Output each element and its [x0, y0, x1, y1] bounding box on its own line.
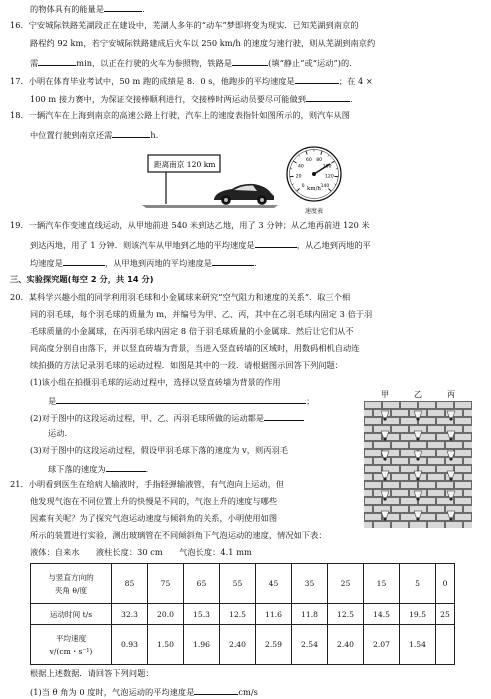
- brick: [383, 482, 399, 488]
- brick: [419, 498, 435, 504]
- brick: [364, 522, 372, 528]
- brick: [392, 442, 408, 448]
- brick: [392, 458, 408, 464]
- shuttlecock-cork: [383, 457, 386, 460]
- table-cell: 25: [328, 564, 364, 604]
- text: .: [254, 258, 257, 268]
- text: 是: [48, 396, 57, 406]
- car-icon: [214, 184, 274, 205]
- q20-sub3-line1: (3)对于图中的这段运动过程，假设甲羽毛球下落的速度为 v，则丙羽毛: [30, 445, 288, 455]
- brick: [392, 474, 408, 480]
- brick: [464, 458, 472, 464]
- data-table: [30, 563, 455, 665]
- brick: [365, 418, 381, 424]
- table-header-time: 运动时间 t/s: [31, 604, 112, 625]
- table-cell: 2.40: [328, 625, 364, 665]
- brick: [383, 402, 399, 408]
- brick: [464, 522, 472, 528]
- brick: [446, 522, 462, 528]
- text: .: [145, 464, 149, 474]
- q16-line2: 路程约 92 km，若宁安城际铁路建成后火车以 250 km/h 的速度匀速行驶，则从芜湖到南京约: [30, 38, 376, 48]
- brick: [428, 458, 444, 464]
- q17-line1: [10, 74, 373, 87]
- needle-hub: [312, 172, 316, 176]
- table-cell: 19.5: [400, 604, 436, 625]
- table-cell: 14.5: [364, 604, 400, 625]
- brick: [410, 522, 426, 528]
- shuttlecock-cork: [449, 437, 452, 440]
- brick: [428, 490, 444, 496]
- brick: [419, 418, 435, 424]
- brick: [464, 410, 472, 416]
- table-header-angle: [31, 564, 112, 604]
- q20-sub3-line2: [48, 462, 148, 475]
- brick: [364, 474, 372, 480]
- brick: [365, 482, 381, 488]
- brick: [374, 458, 390, 464]
- shuttlecock-cork: [449, 517, 452, 520]
- q20-line3: 毛球质量的小金属球，在丙羽毛球内固定 8 倍于羽毛球质量的小金属球．然后让它们从不: [30, 326, 354, 336]
- speedometer-tick-label: 20: [295, 174, 302, 180]
- text: v/(cm・s⁻¹): [49, 646, 93, 656]
- text: ；在 4 ×: [338, 76, 373, 86]
- table-cell: 25: [436, 604, 455, 625]
- text: 17．小明在体育毕业考试中，50 m 跑的成绩是 8．0 s，他跑步的平均速度是: [10, 76, 295, 86]
- q20-line4: 同高度分别自由落下，并以竖直砖墙为背景，当进入竖直砖墙的区域时，用数码相机自动连: [30, 343, 360, 353]
- answer-blank[interactable]: [104, 2, 142, 12]
- answer-blank[interactable]: [255, 238, 297, 248]
- q20-sub1-line1: (1)该小组在拍摄羽毛球的运动过程中，选择以竖直砖墙为背景的作用: [30, 377, 281, 387]
- table-cell: 35: [292, 564, 328, 604]
- brick: [455, 434, 471, 440]
- answer-blank[interactable]: [306, 92, 350, 102]
- road-sign-car-figure: [140, 150, 280, 210]
- table-row-angle: [31, 564, 455, 604]
- answer-blank[interactable]: [194, 685, 238, 695]
- brick: [364, 458, 372, 464]
- brick: [455, 450, 471, 456]
- brick: [464, 490, 472, 496]
- table-cell: 2.40: [220, 625, 256, 665]
- text: 夹角 θ/度: [54, 585, 88, 595]
- brick: [374, 522, 390, 528]
- brick: [364, 442, 372, 448]
- brick: [365, 402, 381, 408]
- table-cell: 2.59: [256, 625, 292, 665]
- speedometer-tick-label: 140: [320, 183, 330, 189]
- q21-line3: 因素有关呢？为了探究气泡运动速度与倾斜角的关系，小明使用如图: [30, 513, 278, 523]
- brick: [401, 514, 417, 520]
- table-cell: 11.6: [256, 604, 292, 625]
- table-cell: 1.96: [184, 625, 220, 665]
- brick: [464, 442, 472, 448]
- table-row-time: [31, 604, 455, 625]
- table-cell: 65: [184, 564, 220, 604]
- brick: [464, 474, 472, 480]
- text: 中位置行驶到南京还需: [30, 130, 113, 140]
- brick: [401, 418, 417, 424]
- table-cell: 0.93: [112, 625, 148, 665]
- brick: [428, 522, 444, 528]
- shuttlecock-cork: [383, 437, 386, 440]
- brick: [419, 402, 435, 408]
- q20-line1: 20．某科学兴趣小组的同学利用羽毛球和小金属球来研究“空气阻力和速度的关系”．取三个相: [10, 292, 351, 302]
- brick: [365, 434, 381, 440]
- q19-line3: [30, 256, 257, 269]
- table-cell: 2.54: [292, 625, 328, 665]
- text: ，从乙地到丙地的平: [296, 240, 371, 250]
- brick: [364, 506, 372, 512]
- table-cell: 12.5: [220, 604, 256, 625]
- q20-line5: 续拍摄的方法记录羽毛球的运动过程．如图是其中的一段．请根据图示回答下列问题：: [30, 360, 344, 370]
- text: .: [142, 4, 145, 14]
- answer-blank[interactable]: [212, 256, 254, 266]
- shuttlecock-cork: [416, 457, 419, 460]
- brick: [392, 522, 408, 528]
- shuttlecock-cork: [383, 477, 386, 480]
- q21-line1: 21．小明看到医生在给病人输液时，手指轻弹输液管，有气泡向上运动，但: [10, 479, 285, 489]
- shuttlecock-cork: [449, 497, 452, 500]
- text: ；: [306, 396, 315, 406]
- answer-blank[interactable]: [295, 74, 339, 84]
- text: .: [350, 94, 353, 104]
- answer-blank[interactable]: [38, 56, 76, 66]
- table-cell: 1.50: [148, 625, 184, 665]
- text: 均速度是: [30, 258, 63, 268]
- table-cell: 85: [112, 564, 148, 604]
- shuttlecock-cork: [416, 477, 419, 480]
- shuttlecock-cork: [416, 417, 419, 420]
- speedometer-unit: km/h: [307, 186, 321, 192]
- brick: [365, 514, 381, 520]
- brick: [401, 434, 417, 440]
- shuttlecock-cork: [383, 497, 386, 500]
- table-cell: 1.54: [400, 625, 436, 665]
- label-jia: 甲: [381, 390, 389, 399]
- text: (1)当 θ 角为 0 度时，气泡运动的平均速度是: [30, 687, 195, 697]
- table-cell: 5: [400, 564, 436, 604]
- brick: [455, 514, 471, 520]
- table-header-speed: [31, 625, 112, 665]
- brick: [392, 426, 408, 432]
- table-cell: 2.07: [364, 625, 400, 665]
- answer-blank[interactable]: [63, 256, 105, 266]
- text: 平均速度: [55, 633, 87, 643]
- q20-sub1-line2: [48, 394, 315, 407]
- brick: [446, 458, 462, 464]
- brick: [464, 506, 472, 512]
- q16-line3: [30, 56, 357, 69]
- brick: [455, 402, 471, 408]
- speedometer-tick-label: 60: [305, 158, 312, 164]
- table-cell: 11.8: [292, 604, 328, 625]
- table-cell: 32.3: [112, 604, 148, 625]
- brick: [364, 410, 372, 416]
- brick: [365, 466, 381, 472]
- text: cm/s: [238, 687, 258, 697]
- text: 100 m 接力赛中，为保证交接棒顺利进行，交接棒时两运动员要尽可能做到: [30, 94, 307, 104]
- brick: [428, 410, 444, 416]
- table-cell: 15.3: [184, 604, 220, 625]
- table-row-speed: [31, 625, 455, 665]
- brick: [455, 418, 471, 424]
- q17-line2: [30, 92, 353, 105]
- q18-line1: 18．一辆汽车在上海到南京的高速公路上行驶，汽车上的速度表指针如图所示的，则汽车从图: [10, 110, 351, 120]
- answer-blank[interactable]: [56, 394, 306, 404]
- brick: [364, 490, 372, 496]
- q16-line1: 16．宁安城际铁路芜湖段正在建设中，芜湖人多年的“动车”梦即将变为现实．已知芜湖到南京的: [10, 20, 359, 30]
- q21-line2: 他发现气泡在不同位置上升的快慢是不同的，气泡上升的速度与哪些: [30, 496, 278, 506]
- q21-line5: 液体：自来水 液柱长度：30 cm 气泡长度：4.1 mm: [30, 547, 252, 557]
- brick: [392, 410, 408, 416]
- text: 球下落的速度为: [48, 464, 106, 474]
- speedometer-caption: 速度表: [304, 208, 324, 215]
- q20-line2: 同的羽毛球，每个羽毛球的质量为 m，并编号为甲、乙、丙，其中在乙羽毛球内固定 3 倍于羽: [30, 309, 373, 319]
- shuttlecock-cork: [416, 497, 419, 500]
- table-cell: 0: [436, 564, 455, 604]
- brick: [365, 450, 381, 456]
- text: 需: [30, 58, 39, 68]
- brick: [365, 498, 381, 504]
- brick: [364, 426, 372, 432]
- road-sign-text: 距离南京 120 km: [154, 160, 216, 169]
- text: (填“静止”或“运动”)的．: [268, 58, 358, 68]
- section-header: 三、实验探究题(每空 2 分，共 14 分): [10, 274, 154, 284]
- brick: [455, 498, 471, 504]
- label-bing: 丙: [447, 390, 455, 399]
- shuttlecock-cork: [416, 437, 419, 440]
- q20-sub2-line2: 运动.: [48, 428, 68, 438]
- brick: [446, 442, 462, 448]
- answer-blank[interactable]: [232, 56, 268, 66]
- brick: [455, 482, 471, 488]
- brick: [374, 442, 390, 448]
- table-cell: 20.0: [148, 604, 184, 625]
- speedometer-tick-label: 0: [301, 183, 305, 189]
- table-cell: 45: [256, 564, 292, 604]
- table-cell: 55: [220, 564, 256, 604]
- shuttlecock-cork: [449, 417, 452, 420]
- brick: [428, 506, 444, 512]
- table-cell: 75: [148, 564, 184, 604]
- q18-line2: [30, 128, 158, 141]
- shuttlecock-cork: [383, 417, 386, 420]
- brick: [437, 482, 453, 488]
- q21-line4: 所示的装置进行实验，测出玻璃管在不同倾斜角下气泡运动的速度，情况如下表：: [30, 530, 327, 540]
- brick: [401, 482, 417, 488]
- road: [142, 205, 278, 208]
- brick: [428, 426, 444, 432]
- shuttlecock-cork: [449, 477, 452, 480]
- text: 与竖直方向的: [48, 572, 94, 582]
- speedometer-tick-label: 100: [322, 164, 332, 170]
- speedometer-figure: [282, 140, 346, 218]
- brick-wall-figure: [364, 388, 472, 528]
- table-cell: [436, 625, 455, 665]
- shuttlecock-cork: [383, 517, 386, 520]
- brick: [392, 490, 408, 496]
- brick: [401, 498, 417, 504]
- text: min，以正在行驶的火车为参照物，铁路是: [76, 58, 233, 68]
- q19-line2: [30, 238, 371, 251]
- speedometer-tick-label: 120: [325, 174, 334, 180]
- text: 的物体具有的能量是: [30, 4, 105, 14]
- brick: [464, 426, 472, 432]
- brick: [428, 474, 444, 480]
- q20-sub2-line1: [30, 411, 304, 424]
- shuttlecock-cork: [449, 457, 452, 460]
- speedometer-tick-label: 80: [316, 158, 323, 164]
- q21-after1: 根据上述数据．请回答下列问题：: [30, 668, 154, 678]
- q19-line1: 19．一辆汽车作变速直线运动，从甲地前进 540 米到达乙地，用了 3 分钟；从乙地再前进 120 米: [10, 220, 370, 230]
- table-cell: 15: [364, 564, 400, 604]
- answer-blank[interactable]: [112, 128, 150, 138]
- brick: [455, 466, 471, 472]
- answer-blank[interactable]: [106, 462, 146, 472]
- text: ，从甲地到丙地的平均速度是: [104, 258, 213, 268]
- label-yi: 乙: [414, 390, 422, 399]
- text: 到达丙地，用了 1 分钟．则该汽车从甲地到乙地的平均速度是: [30, 240, 255, 250]
- brick: [419, 434, 435, 440]
- text: h.: [150, 130, 159, 140]
- brick: [428, 442, 444, 448]
- answer-blank[interactable]: [264, 411, 304, 421]
- q21-after2: [30, 685, 258, 698]
- brick: [419, 482, 435, 488]
- text: (2)对于图中的这段运动过程，甲、乙、丙羽毛球所做的运动都是: [30, 413, 265, 423]
- table-cell: 12.5: [328, 604, 364, 625]
- brick: [419, 514, 435, 520]
- brick: [437, 402, 453, 408]
- shuttlecock-cork: [416, 517, 419, 520]
- speedometer-tick-label: 40: [297, 164, 304, 170]
- brick: [410, 442, 426, 448]
- brick: [392, 506, 408, 512]
- brick: [401, 402, 417, 408]
- line-energy: [30, 2, 145, 15]
